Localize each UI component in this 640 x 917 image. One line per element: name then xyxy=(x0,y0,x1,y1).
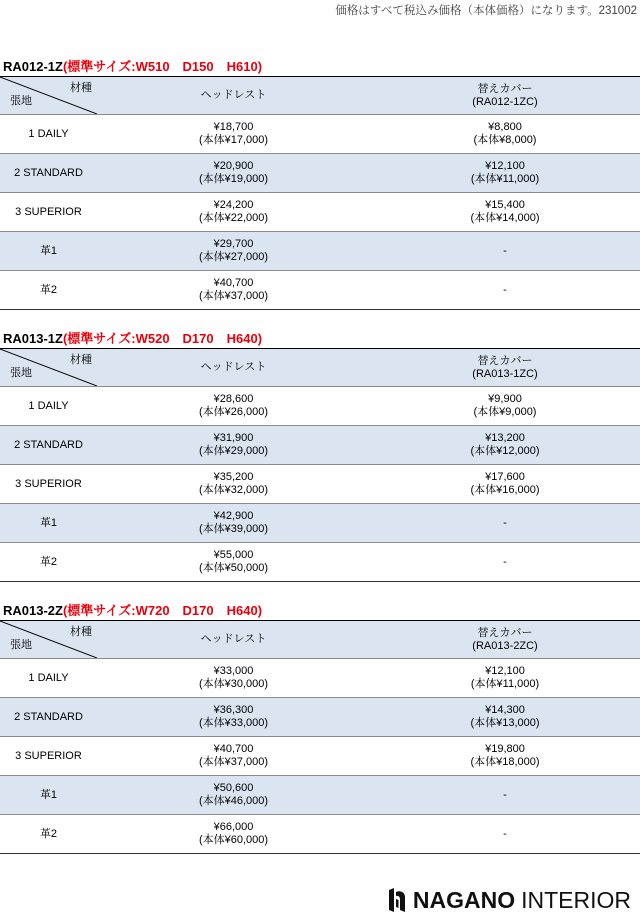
headrest-price: ¥29,700 xyxy=(213,238,254,250)
cover-price: ¥9,900 xyxy=(488,393,522,405)
cover-not-available: - xyxy=(503,516,507,529)
standard-size: (標準サイズ:W720 D170 H640) xyxy=(62,603,263,618)
headrest-price: ¥18,700 xyxy=(213,121,254,133)
headrest-base-price: (本体¥27,000) xyxy=(198,251,269,263)
headrest-price-cell xyxy=(97,232,370,270)
tax-note: 価格はすべて税込み価格（本体価格）になります。231002 xyxy=(335,5,637,17)
headrest-price: ¥55,000 xyxy=(213,549,254,561)
table-row xyxy=(0,504,640,543)
upholstery-grade: 3 SUPERIOR xyxy=(15,749,82,762)
model-code: RA012-1Z xyxy=(3,59,63,74)
upholstery-grade: 革2 xyxy=(39,555,58,568)
price-table xyxy=(0,620,640,854)
table-row xyxy=(0,271,640,309)
headrest-price-cell xyxy=(97,776,370,814)
headrest-base-price: (本体¥37,000) xyxy=(198,756,269,768)
table-row xyxy=(0,193,640,232)
cover-price: ¥19,800 xyxy=(485,743,525,755)
cover-price-cell xyxy=(370,543,640,581)
table-row xyxy=(0,776,640,815)
product-section-ra013-1z xyxy=(0,329,640,582)
cover-price-cell xyxy=(370,115,640,153)
section-title xyxy=(0,329,640,348)
cover-price: ¥12,100 xyxy=(485,160,525,172)
table-header-row xyxy=(0,77,640,115)
table-row xyxy=(0,465,640,504)
section-title xyxy=(0,57,640,76)
headrest-price-cell xyxy=(97,387,370,425)
headrest-price-cell xyxy=(97,115,370,153)
cover-base-price: (本体¥16,000) xyxy=(470,484,540,496)
upholstery-header: 張地 xyxy=(10,367,32,379)
headrest-price: ¥24,200 xyxy=(213,199,254,211)
cover-base-price: (本体¥14,000) xyxy=(470,212,540,224)
upholstery-grade: 2 STANDARD xyxy=(14,438,83,451)
cover-price-cell xyxy=(370,232,640,270)
headrest-column-header xyxy=(97,621,370,658)
upholstery-header: 張地 xyxy=(10,95,32,107)
table-row xyxy=(0,659,640,698)
cover-code: (RA012-1ZC) xyxy=(472,95,538,108)
headrest-base-price: (本体¥50,000) xyxy=(198,562,269,574)
table-row xyxy=(0,543,640,581)
headrest-price-cell xyxy=(97,698,370,736)
material-header: 材種 xyxy=(70,626,92,638)
standard-size: (標準サイズ:W510 D150 H610) xyxy=(62,59,263,74)
model-code: RA013-2Z xyxy=(3,603,63,618)
cover-price: ¥8,800 xyxy=(488,121,522,133)
upholstery-grade: 2 STANDARD xyxy=(14,710,83,723)
product-section-ra012-1z xyxy=(0,57,640,310)
cover-code: (RA013-2ZC) xyxy=(472,639,538,652)
cover-base-price: (本体¥8,000) xyxy=(473,134,537,146)
cover-not-available: - xyxy=(503,244,507,257)
cover-code: (RA013-1ZC) xyxy=(472,367,538,380)
cover-price-cell xyxy=(370,776,640,814)
upholstery-grade: 1 DAILY xyxy=(28,399,69,412)
cover-price-cell xyxy=(370,659,640,697)
headrest-base-price: (本体¥32,000) xyxy=(198,484,269,496)
headrest-price: ¥28,600 xyxy=(213,393,254,405)
table-header-row xyxy=(0,349,640,387)
corner-header-cell xyxy=(0,77,97,114)
model-code: RA013-1Z xyxy=(3,331,63,346)
headrest-price-cell xyxy=(97,815,370,853)
upholstery-grade: 3 SUPERIOR xyxy=(15,477,82,490)
cover-header-label: 替えカバー xyxy=(477,354,533,367)
price-table xyxy=(0,348,640,582)
headrest-price-cell xyxy=(97,426,370,464)
cover-price-cell xyxy=(370,271,640,309)
cover-header-label: 替えカバー xyxy=(477,626,533,639)
cover-base-price: (本体¥13,000) xyxy=(470,717,540,729)
cover-price-cell xyxy=(370,815,640,853)
headrest-price: ¥31,900 xyxy=(213,432,254,444)
headrest-price-cell xyxy=(97,193,370,231)
cover-price: ¥14,300 xyxy=(485,704,525,716)
headrest-base-price: (本体¥22,000) xyxy=(198,212,269,224)
headrest-base-price: (本体¥60,000) xyxy=(198,834,269,846)
headrest-column-header xyxy=(97,349,370,386)
headrest-price: ¥35,200 xyxy=(213,471,254,483)
cover-price-cell xyxy=(370,387,640,425)
headrest-price: ¥66,000 xyxy=(213,821,254,833)
upholstery-grade: 革1 xyxy=(39,516,58,529)
cover-price: ¥15,400 xyxy=(485,199,525,211)
headrest-base-price: (本体¥30,000) xyxy=(198,678,269,690)
brand-name-bold: NAGANO xyxy=(412,887,516,913)
material-header: 材種 xyxy=(70,82,92,94)
cover-column-header xyxy=(370,621,640,658)
headrest-base-price: (本体¥26,000) xyxy=(198,406,269,418)
cover-not-available: - xyxy=(503,827,507,840)
corner-header-cell xyxy=(0,621,97,658)
cover-price: ¥17,600 xyxy=(485,471,525,483)
section-title xyxy=(0,601,640,620)
standard-size: (標準サイズ:W520 D170 H640) xyxy=(62,331,263,346)
cover-base-price: (本体¥12,000) xyxy=(470,445,540,457)
cover-column-header xyxy=(370,77,640,114)
cover-base-price: (本体¥11,000) xyxy=(470,173,540,185)
headrest-price: ¥50,600 xyxy=(213,782,254,794)
price-table xyxy=(0,76,640,310)
upholstery-grade: 革1 xyxy=(39,244,58,257)
upholstery-grade: 革2 xyxy=(39,283,58,296)
material-header: 材種 xyxy=(70,354,92,366)
table-header-row xyxy=(0,621,640,659)
cover-column-header xyxy=(370,349,640,386)
cover-price-cell xyxy=(370,465,640,503)
table-row xyxy=(0,815,640,853)
cover-price: ¥12,100 xyxy=(485,665,525,677)
headrest-price-cell xyxy=(97,504,370,542)
cover-not-available: - xyxy=(503,788,507,801)
cover-price-cell xyxy=(370,193,640,231)
table-row xyxy=(0,426,640,465)
headrest-price: ¥33,000 xyxy=(213,665,254,677)
upholstery-grade: 2 STANDARD xyxy=(14,166,83,179)
table-row xyxy=(0,154,640,193)
table-row xyxy=(0,232,640,271)
cover-base-price: (本体¥18,000) xyxy=(470,756,540,768)
upholstery-grade: 1 DAILY xyxy=(28,671,69,684)
table-row xyxy=(0,387,640,426)
cover-price-cell xyxy=(370,154,640,192)
cover-header-label: 替えカバー xyxy=(477,82,533,95)
headrest-price: ¥40,700 xyxy=(213,743,254,755)
cover-price-cell xyxy=(370,426,640,464)
cover-base-price: (本体¥9,000) xyxy=(473,406,537,418)
table-row xyxy=(0,115,640,154)
upholstery-header: 張地 xyxy=(10,639,32,651)
headrest-price-cell xyxy=(97,465,370,503)
headrest-header-label: ヘッドレスト xyxy=(200,89,267,101)
cover-price-cell xyxy=(370,504,640,542)
table-row xyxy=(0,737,640,776)
headrest-price-cell xyxy=(97,271,370,309)
upholstery-grade: 1 DAILY xyxy=(28,127,69,140)
cover-price-cell xyxy=(370,737,640,775)
headrest-base-price: (本体¥46,000) xyxy=(198,795,269,807)
headrest-column-header xyxy=(97,77,370,114)
table-row xyxy=(0,698,640,737)
headrest-price: ¥40,700 xyxy=(213,277,254,289)
headrest-base-price: (本体¥19,000) xyxy=(198,173,269,185)
cover-price-cell xyxy=(370,698,640,736)
brand-logo xyxy=(388,886,631,914)
headrest-header-label: ヘッドレスト xyxy=(200,633,267,645)
cover-not-available: - xyxy=(503,283,507,296)
headrest-price: ¥20,900 xyxy=(213,160,254,172)
headrest-price: ¥36,300 xyxy=(213,704,254,716)
headrest-header-label: ヘッドレスト xyxy=(200,361,267,373)
headrest-base-price: (本体¥29,000) xyxy=(198,445,269,457)
headrest-base-price: (本体¥37,000) xyxy=(198,290,269,302)
brand-name-light: INTERIOR xyxy=(521,887,631,913)
upholstery-grade: 革2 xyxy=(39,827,58,840)
headrest-price-cell xyxy=(97,737,370,775)
cover-not-available: - xyxy=(503,555,507,568)
headrest-base-price: (本体¥39,000) xyxy=(198,523,269,535)
headrest-price: ¥42,900 xyxy=(213,510,254,522)
cover-price: ¥13,200 xyxy=(485,432,525,444)
nagano-logo-icon xyxy=(388,887,406,913)
headrest-price-cell xyxy=(97,154,370,192)
upholstery-grade: 3 SUPERIOR xyxy=(15,205,82,218)
headrest-base-price: (本体¥17,000) xyxy=(198,134,269,146)
headrest-base-price: (本体¥33,000) xyxy=(198,717,269,729)
cover-base-price: (本体¥11,000) xyxy=(470,678,540,690)
corner-header-cell xyxy=(0,349,97,386)
product-section-ra013-2z xyxy=(0,601,640,854)
headrest-price-cell xyxy=(97,659,370,697)
upholstery-grade: 革1 xyxy=(39,788,58,801)
headrest-price-cell xyxy=(97,543,370,581)
